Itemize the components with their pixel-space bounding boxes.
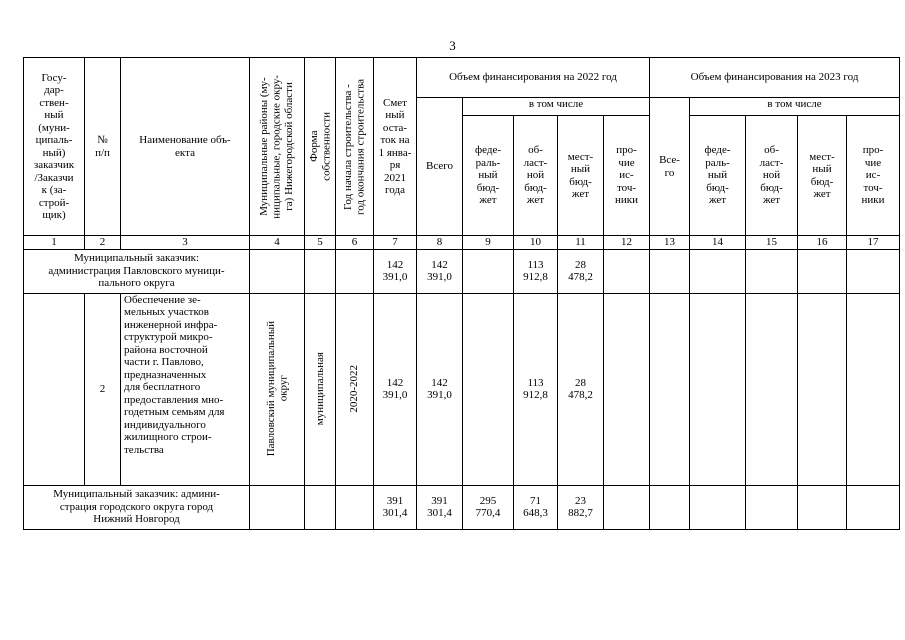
header-total-2022: Всего: [417, 98, 463, 236]
header-regional-2022: об- ласт- ной бюд- жет: [514, 116, 558, 236]
header-federal-2023: феде- раль- ный бюд- жет: [690, 116, 746, 236]
header-local-2022: мест- ный бюд- жет: [558, 116, 604, 236]
header-ownership: Форма собственности: [305, 58, 336, 236]
cell-local-2022: 23 882,7: [558, 485, 604, 529]
cell-balance: 142 391,0: [374, 293, 417, 485]
page-number: 3: [449, 38, 456, 53]
cell-total-2022: 391 301,4: [417, 485, 463, 529]
column-number: 17: [847, 236, 900, 250]
column-number: 11: [558, 236, 604, 250]
item-number: 2: [85, 293, 121, 485]
item-years: 2020-2022: [336, 293, 374, 485]
cell-regional-2022: 113 912,8: [514, 249, 558, 293]
column-number: 15: [746, 236, 798, 250]
cell-federal-2022: 295 770,4: [463, 485, 514, 529]
group-title: Муниципальный заказчик: администрация Павловского муници- пального округа: [24, 249, 250, 293]
header-customer: Госу- дар- ствен- ный (муни- ципаль- ный) заказчик /Заказчи к (за- строй- щик): [24, 58, 85, 236]
header-name: Наименование объ- екта: [121, 58, 250, 236]
column-number: 12: [604, 236, 650, 250]
item-ownership: муниципальная: [305, 293, 336, 485]
column-number: 6: [336, 236, 374, 250]
column-number: 14: [690, 236, 746, 250]
cell-federal-2022: [463, 293, 514, 485]
item-row: [24, 293, 900, 485]
financing-table: [23, 57, 900, 530]
column-number: 10: [514, 236, 558, 250]
cell-federal-2022: [463, 249, 514, 293]
cell-regional-2022: 71 648,3: [514, 485, 558, 529]
header-districts: Муниципальные районы (му- ниципальные, городские окру- га) Нижегородской области: [250, 58, 305, 236]
cell-total-2022: 142 391,0: [417, 249, 463, 293]
column-number: 1: [24, 236, 85, 250]
cell-local-2022: 28 478,2: [558, 249, 604, 293]
header-total-2023: Все- го: [650, 98, 690, 236]
column-number: 16: [798, 236, 847, 250]
header-other-2023: про- чие ис- точ- ники: [847, 116, 900, 236]
item-name: Обеспечение зе- мельных участков инженерной инфра- структурой микро- района восточной части г. Павлово, предназначенных для бесплатного предоставления мно- годетным семьям для индивидуального жилищного строи- тельства: [121, 293, 250, 485]
cell-regional-2022: 113 912,8: [514, 293, 558, 485]
cell-balance: 391 301,4: [374, 485, 417, 529]
cell-balance: 142 391,0: [374, 249, 417, 293]
group-title: Муниципальный заказчик: админи- страция городского округа город Нижний Новгород: [24, 485, 250, 529]
cell-total-2022: 142 391,0: [417, 293, 463, 485]
header-fin-2023: Объем финансирования на 2023 год: [650, 58, 900, 98]
header-other-2022: про- чие ис- точ- ники: [604, 116, 650, 236]
header-balance: Смет ный оста- ток на 1 янва- ря 2021 года: [374, 58, 417, 236]
header-local-2023: мест- ный бюд- жет: [798, 116, 847, 236]
column-number: 3: [121, 236, 250, 250]
group-row-pavlovo: [24, 249, 900, 293]
header-federal-2022: феде- раль- ный бюд- жет: [463, 116, 514, 236]
column-number: 4: [250, 236, 305, 250]
item-district: Павловский муниципальный округ: [250, 293, 305, 485]
header-num: № п/п: [85, 58, 121, 236]
header-fin-2022: Объем финансирования на 2022 год: [417, 58, 650, 98]
column-number: 13: [650, 236, 690, 250]
column-number: 9: [463, 236, 514, 250]
column-number: 2: [85, 236, 121, 250]
column-number: 5: [305, 236, 336, 250]
header-regional-2023: об- ласт- ной бюд- жет: [746, 116, 798, 236]
column-number: 8: [417, 236, 463, 250]
cell-local-2022: 28 478,2: [558, 293, 604, 485]
column-number: 7: [374, 236, 417, 250]
group-row-nizhny-novgorod: [24, 485, 900, 529]
header-including-2022: в том числе: [463, 98, 650, 116]
header-years: Год начала строительства - год окончания строительства: [336, 58, 374, 236]
header-including-2023: в том числе: [690, 98, 900, 116]
column-numbers-row: [24, 236, 900, 250]
